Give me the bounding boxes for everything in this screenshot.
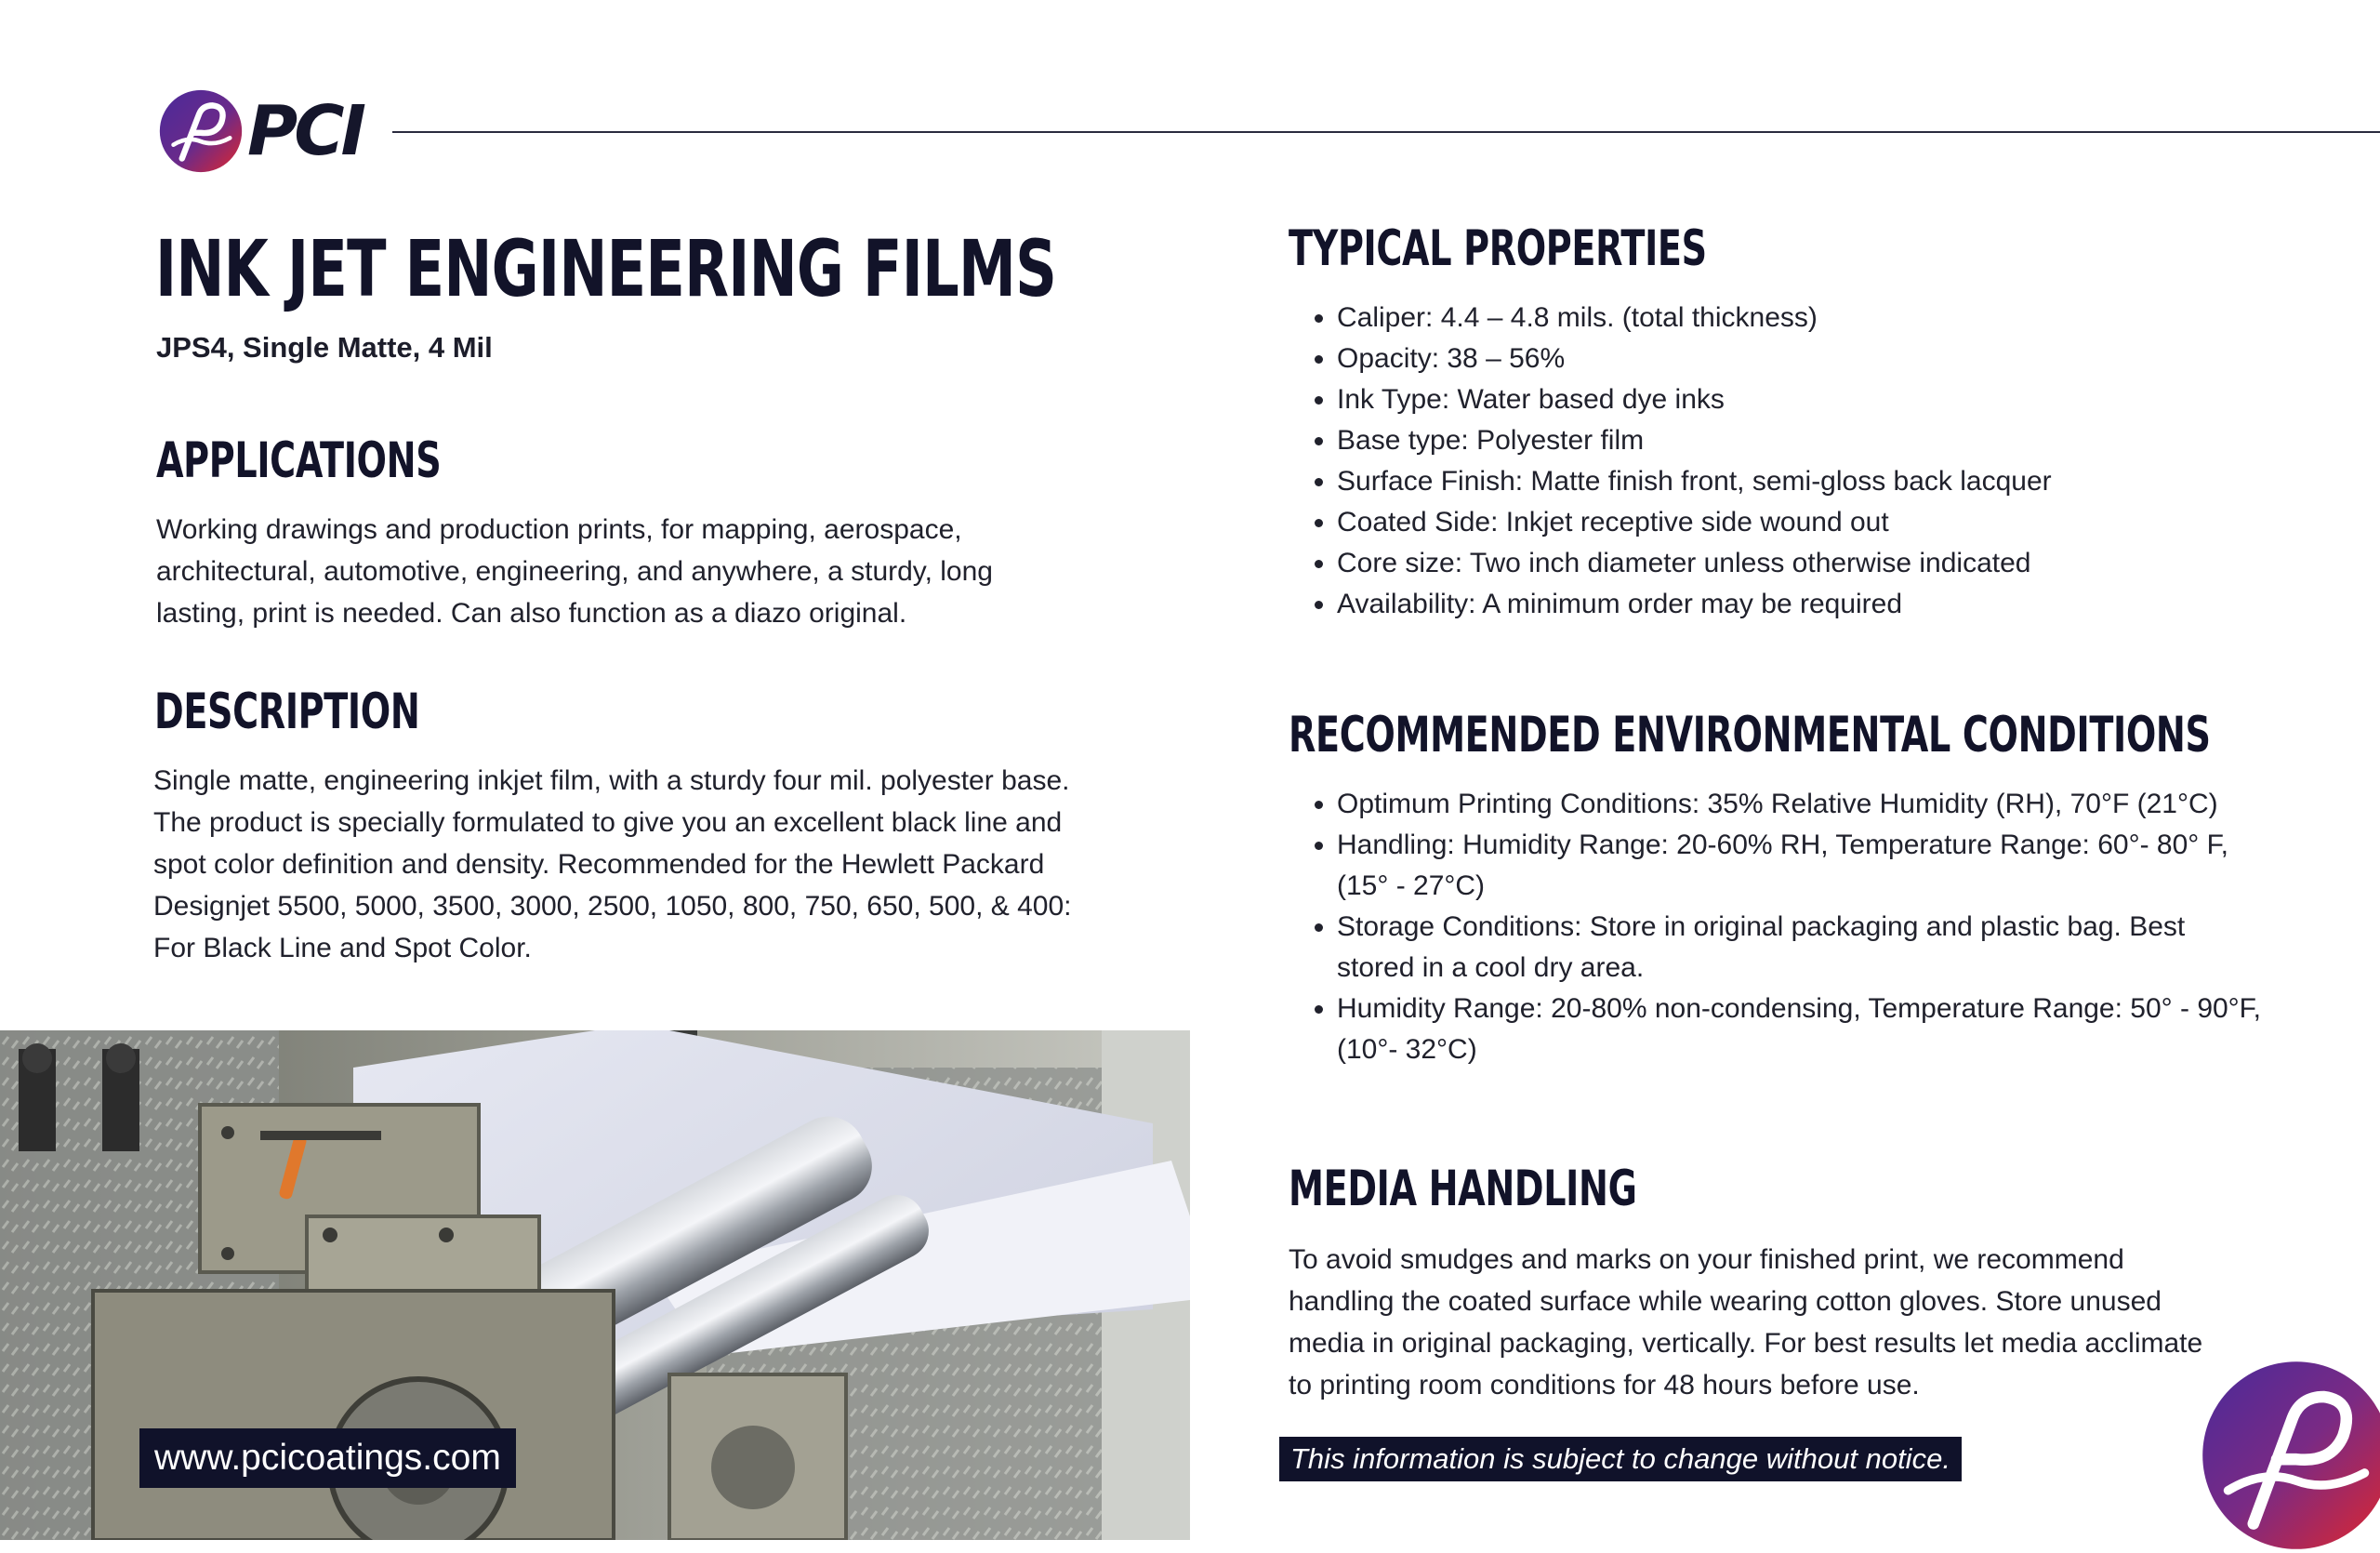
list-item: • Opacity: 38 – 56% xyxy=(1337,338,2267,379)
pci-logo xyxy=(158,88,381,177)
list-item: • Ink Type: Water based dye inks xyxy=(1337,379,2267,420)
list-item: • Core size: Two inch diameter unless otherwise indicated xyxy=(1337,543,2267,584)
pci-logo-mark-icon xyxy=(158,88,244,174)
list-item: • Surface Finish: Matte finish front, semi-gloss back lacquer xyxy=(1337,461,2267,502)
header-divider xyxy=(392,131,2380,133)
media-handling-text: To avoid smudges and marks on your finished print, we recommend handling the coated surface while wearing cotton gloves. Store unused media in original packaging, vertically. For best results let media acclimate to printing room conditions for 48 hours before use. xyxy=(1289,1244,2203,1400)
logo-wordmark: PCI xyxy=(247,91,364,171)
list-item: • Humidity Range: 20-80% non-condensing, Temperature Range: 50° - 90°F, (10°- 32°C) xyxy=(1337,989,2267,1070)
product-subtitle: JPS4, Single Matte, 4 Mil xyxy=(156,331,493,364)
environmental-conditions-list xyxy=(1289,784,2267,1070)
applications-text: Working drawings and production prints, for mapping, aerospace, architectural, automotive, engineering, and anywhere, a sturdy, long lasting, print is needed. Can also function as a diazo original. xyxy=(156,514,993,629)
page-title: INK JET ENGINEERING FILMS xyxy=(155,223,1057,314)
list-item: • Availability: A minimum order may be required xyxy=(1337,584,2267,625)
description-heading: DESCRIPTION xyxy=(154,684,420,740)
list-item: • Handling: Humidity Range: 20-60% RH, Temperature Range: 60°- 80° F, (15° - 27°C) xyxy=(1337,825,2267,907)
media-handling-heading: MEDIA HANDLING xyxy=(1289,1161,1637,1217)
list-item: • Base type: Polyester film xyxy=(1337,420,2267,461)
disclaimer-notice: This information is subject to change without notice. xyxy=(1279,1437,1962,1481)
website-url[interactable]: www.pcicoatings.com xyxy=(139,1428,516,1488)
list-item: • Caliper: 4.4 – 4.8 mils. (total thickness) xyxy=(1337,298,2267,338)
applications-heading: APPLICATIONS xyxy=(156,432,442,489)
list-item: • Optimum Printing Conditions: 35% Relative Humidity (RH), 70°F (21°C) xyxy=(1337,784,2267,825)
environmental-conditions-heading: RECOMMENDED ENVIRONMENTAL CONDITIONS xyxy=(1289,707,2211,763)
typical-properties-list xyxy=(1289,298,2267,625)
list-item: • Storage Conditions: Store in original packaging and plastic bag. Best stored in a cool dry area. xyxy=(1337,907,2267,989)
description-text: Single matte, engineering inkjet film, with a sturdy four mil. polyester base. The product is specially formulated to give you an excellent black line and spot color definition and density. Recommended for the Hewlett Packard Designjet 5500, 5000, 3500, 3000, 2500, 1050, 800, 750, 650, 500, & 400: For Black Line and Spot Color. xyxy=(153,765,1072,963)
corner-logo-icon xyxy=(2199,1358,2380,1553)
list-item: • Coated Side: Inkjet receptive side wound out xyxy=(1337,502,2267,543)
typical-properties-heading: TYPICAL PROPERTIES xyxy=(1289,220,1707,277)
